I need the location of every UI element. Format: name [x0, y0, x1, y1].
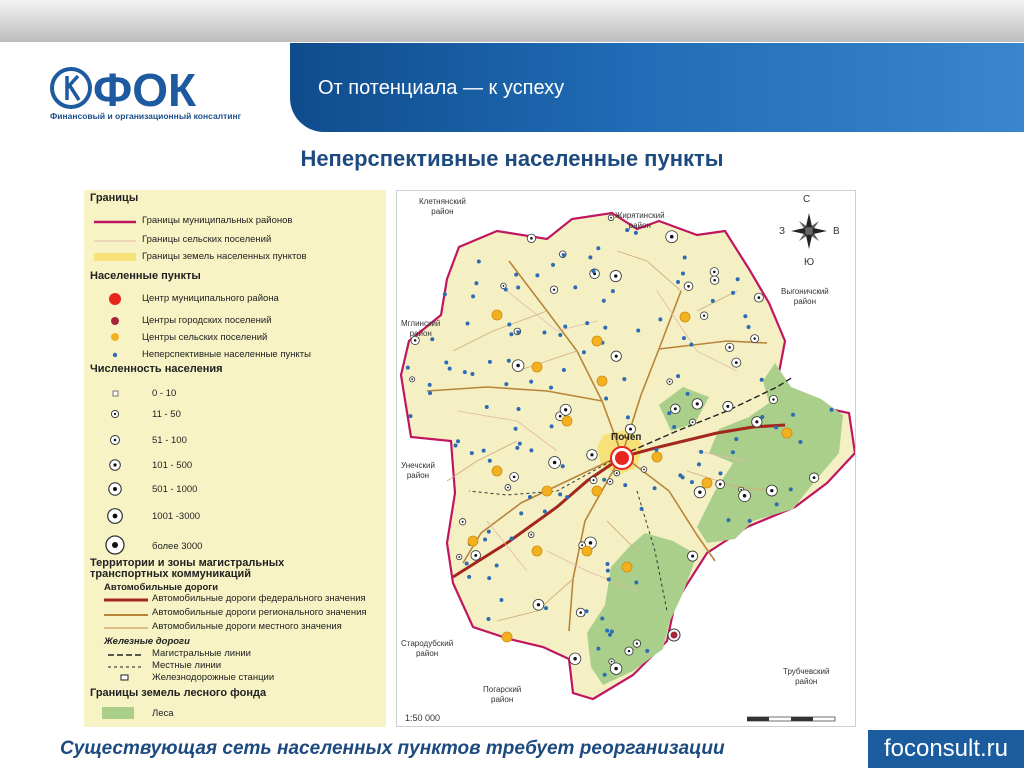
settlement-marker-dot: [614, 667, 617, 670]
settlement-marker-dot: [691, 555, 694, 558]
village-marker: [562, 368, 566, 372]
compass-rose-icon: [787, 205, 831, 259]
legend-transport-title: [90, 558, 284, 580]
settlement-marker-dot: [687, 285, 690, 288]
legend-item: Автомобильные дороги федерального значения: [152, 593, 366, 604]
settlement-marker-dot: [559, 415, 562, 418]
settlement-marker-dot: [674, 407, 677, 410]
village-marker: [487, 617, 491, 621]
village-marker: [672, 425, 676, 429]
legend-item: Автомобильные дороги местного значения: [152, 621, 342, 632]
village-marker: [465, 561, 469, 565]
rural-center-marker: [702, 478, 712, 488]
village-marker: [456, 439, 460, 443]
settlement-marker-dot: [726, 405, 729, 408]
legend-forest-title: Границы земель лесного фонда: [90, 687, 267, 699]
legend-symbol-urban-center: [110, 316, 120, 326]
rural-center-marker: [592, 486, 602, 496]
settlement-marker-dot: [719, 483, 722, 486]
village-marker: [488, 360, 492, 364]
settlement-marker-dot: [516, 364, 519, 367]
village-marker: [697, 462, 701, 466]
village-marker: [406, 366, 410, 370]
legend-symbol-pop-3: [108, 458, 122, 472]
village-marker: [588, 255, 592, 259]
village-marker: [471, 294, 475, 298]
village-marker: [443, 292, 447, 296]
village-marker: [626, 415, 630, 419]
logo-text: ФОК: [93, 64, 197, 116]
settlement-marker-dot: [703, 315, 705, 317]
legend-symbol-rural-border: [94, 237, 136, 245]
rural-center-marker: [622, 562, 632, 572]
legend-item: более 3000: [152, 541, 203, 552]
village-marker: [487, 530, 491, 534]
village-marker: [605, 629, 609, 633]
settlement-marker-dot: [770, 489, 773, 492]
rural-center-marker: [562, 416, 572, 426]
village-marker: [510, 537, 514, 541]
legend-symbol-main-rail: [108, 652, 144, 658]
village-marker: [606, 569, 610, 573]
legend-symbol-district-center: [108, 292, 122, 306]
village-marker: [760, 415, 764, 419]
village-marker: [603, 673, 607, 677]
scale-bar: [747, 715, 837, 723]
legend-item: Центры городских поселений: [142, 315, 272, 326]
legend-item: 1001 -3000: [152, 511, 201, 522]
village-marker: [483, 538, 487, 542]
settlement-marker-dot: [698, 491, 701, 494]
rural-center-marker: [542, 486, 552, 496]
legend-symbol-pop-1: [110, 409, 120, 419]
legend-item: 11 - 50: [152, 409, 181, 420]
legend-item: Железнодорожные станции: [152, 672, 275, 683]
legend-item: Границы муниципальных районов: [142, 215, 293, 226]
rural-center-marker: [782, 428, 792, 438]
village-marker: [504, 382, 508, 386]
village-marker: [585, 321, 589, 325]
settlement-marker-dot: [629, 428, 632, 431]
village-marker: [518, 442, 522, 446]
settlement-marker-dot: [553, 289, 555, 291]
legend-item: Границы сельских поселений: [142, 234, 272, 245]
legend-transport-title-line2: транспортных коммуникаций: [90, 568, 252, 580]
village-marker: [686, 392, 690, 396]
village-marker: [645, 649, 649, 653]
village-marker: [748, 519, 752, 523]
village-marker: [610, 630, 614, 634]
settlement-marker-dot: [530, 237, 533, 240]
legend-boundaries-title: Границы: [90, 192, 139, 204]
district-map: [396, 190, 856, 727]
village-marker: [542, 330, 546, 334]
village-marker: [774, 425, 778, 429]
settlement-marker-dot: [692, 421, 694, 423]
village-marker: [640, 507, 644, 511]
settlement-marker-dot: [753, 337, 755, 339]
map-scale: 1:50 000: [405, 713, 441, 723]
legend-item: 101 - 500: [152, 460, 193, 471]
settlement-marker-dot: [579, 611, 582, 614]
village-marker: [543, 509, 547, 513]
village-marker: [470, 372, 474, 376]
village-marker: [477, 259, 481, 263]
village-marker: [676, 280, 680, 284]
village-marker: [561, 464, 565, 468]
settlement-marker-dot: [643, 469, 645, 471]
village-marker: [474, 281, 478, 285]
district-center-marker: [609, 445, 635, 471]
legend-symbol-village: [112, 352, 118, 358]
settlement-marker-dot: [474, 554, 477, 557]
legend-item: Неперспективные населенные пункты: [142, 349, 311, 360]
village-marker: [467, 575, 471, 579]
logo-subtitle: Финансовый и организационный консалтинг: [50, 111, 242, 121]
legend-item: Местные линии: [152, 660, 222, 671]
rural-center-marker: [532, 362, 542, 372]
settlement-marker-dot: [581, 544, 583, 546]
rural-center-marker: [592, 336, 602, 346]
compass-west: З: [779, 226, 786, 237]
village-marker: [544, 606, 548, 610]
legend-population-title: Численность населения: [90, 363, 223, 375]
village-marker: [565, 495, 569, 499]
village-marker: [535, 273, 539, 277]
neighbor-label-pogar: Погарский район: [483, 685, 522, 704]
settlement-marker-dot: [696, 402, 699, 405]
urban-center-marker: [667, 628, 681, 642]
village-marker: [499, 598, 503, 602]
village-marker: [519, 511, 523, 515]
rural-center-marker: [652, 452, 662, 462]
village-marker: [726, 518, 730, 522]
settlement-marker-dot: [564, 408, 567, 411]
settlement-marker-dot: [611, 661, 613, 663]
settlement-marker-dot: [411, 378, 413, 380]
settlement-marker-dot: [669, 381, 671, 383]
legend-item: Центры сельских поселений: [142, 332, 268, 343]
village-marker: [591, 269, 595, 273]
center-label: Почеп: [611, 432, 642, 443]
compass-east: В: [833, 226, 840, 237]
village-marker: [829, 408, 833, 412]
village-marker: [689, 343, 693, 347]
settlement-marker-dot: [772, 398, 774, 400]
village-marker: [636, 329, 640, 333]
village-marker: [596, 246, 600, 250]
village-marker: [463, 370, 467, 374]
settlement-marker-dot: [616, 472, 618, 474]
settlement-marker-dot: [670, 235, 674, 239]
legend-symbol-settlement-land: [94, 252, 136, 262]
village-marker: [516, 285, 520, 289]
village-marker: [731, 450, 735, 454]
settlement-marker-dot: [813, 476, 816, 479]
compass-north: С: [803, 194, 811, 205]
village-marker: [605, 562, 609, 566]
settlement-marker-dot: [513, 476, 516, 479]
brand-badge: foconsult.ru: [868, 730, 1024, 768]
village-marker: [634, 231, 638, 235]
village-marker: [485, 405, 489, 409]
settlement-marker-dot: [628, 650, 630, 652]
village-marker: [611, 289, 615, 293]
village-marker: [509, 332, 513, 336]
settlement-marker-dot: [610, 217, 612, 219]
legend-item: Автомобильные дороги регионального значения: [152, 607, 367, 618]
rural-center-marker: [597, 376, 607, 386]
village-marker: [428, 391, 432, 395]
settlement-marker-dot: [503, 285, 505, 287]
village-marker: [551, 263, 555, 267]
legend-transport-title-line1: Территории и зоны магистральных: [90, 557, 285, 569]
village-marker: [550, 424, 554, 428]
village-marker: [682, 336, 686, 340]
legend-symbol-regional-road: [104, 612, 148, 618]
village-marker: [529, 380, 533, 384]
village-marker: [681, 475, 685, 479]
village-marker: [607, 577, 611, 581]
legend-symbol-pop-6: [104, 534, 126, 556]
legend-item: Леса: [152, 708, 174, 719]
village-marker: [563, 325, 567, 329]
village-marker: [495, 563, 499, 567]
legend-symbol-station: [120, 674, 130, 682]
legend-symbol-pop-4: [107, 481, 123, 497]
legend-symbol-district-border: [94, 218, 136, 226]
neighbor-label-starodub: Стародубский район: [401, 639, 454, 658]
village-marker: [791, 413, 795, 417]
village-marker: [634, 581, 638, 585]
settlement-marker-dot: [755, 420, 758, 423]
settlement-marker-dot: [589, 541, 593, 545]
village-marker: [667, 411, 671, 415]
village-marker: [528, 495, 532, 499]
village-marker: [515, 446, 519, 450]
footer-message: Существующая сеть населенных пунктов требует реорганизации: [60, 738, 725, 759]
legend-item: Магистральные линии: [152, 648, 251, 659]
settlement-marker-dot: [458, 556, 460, 558]
legend-item: 501 - 1000: [152, 484, 198, 495]
settlement-marker-dot: [590, 453, 593, 456]
neighbor-label-mglin: Мглинский район: [401, 319, 441, 338]
village-marker: [711, 299, 715, 303]
village-marker: [408, 414, 412, 418]
tagline: От потенциала — к успеху: [318, 77, 565, 99]
village-marker: [517, 407, 521, 411]
village-marker: [549, 386, 553, 390]
village-marker: [623, 483, 627, 487]
village-marker: [507, 322, 511, 326]
village-marker: [444, 361, 448, 365]
village-marker: [428, 383, 432, 387]
legend-item: 0 - 10: [152, 388, 177, 399]
village-marker: [558, 492, 562, 496]
rural-center-marker: [492, 466, 502, 476]
settlement-marker-dot: [530, 534, 532, 536]
settlement-marker-dot: [507, 487, 509, 489]
village-marker: [683, 255, 687, 259]
legend-item: Центр муниципального района: [142, 293, 279, 304]
village-marker: [681, 272, 685, 276]
compass-south: Ю: [804, 257, 815, 268]
village-marker: [734, 437, 738, 441]
village-marker: [731, 291, 735, 295]
settlement-marker-dot: [593, 479, 595, 481]
settlement-marker-dot: [609, 481, 611, 483]
village-marker: [602, 478, 606, 482]
rural-center-marker: [680, 312, 690, 322]
settlement-marker-dot: [553, 461, 557, 465]
settlement-marker-dot: [735, 361, 738, 364]
legend-rail-title: Железные дороги: [104, 636, 190, 647]
neighbor-label-trubchevsk: Трубчевский район: [783, 667, 830, 686]
village-marker: [517, 330, 521, 334]
settlement-marker-dot: [636, 642, 638, 644]
village-marker: [573, 285, 577, 289]
village-marker: [654, 448, 658, 452]
legend-symbol-forest: [102, 707, 134, 719]
legend-symbol-local-rail: [108, 664, 144, 670]
legend-item: 51 - 100: [152, 435, 187, 446]
top-gradient-bar: [0, 0, 1024, 42]
header-banner: [290, 43, 1024, 132]
settlement-marker-dot: [615, 355, 618, 358]
village-marker: [585, 609, 589, 613]
village-marker: [760, 378, 764, 382]
rural-center-marker: [468, 536, 478, 546]
village-marker: [488, 459, 492, 463]
legend-symbol-pop-2: [109, 434, 121, 446]
settlement-marker-dot: [614, 274, 617, 277]
village-marker: [558, 333, 562, 337]
settlement-marker-dot: [462, 521, 464, 523]
village-marker: [658, 317, 662, 321]
village-marker: [775, 502, 779, 506]
village-marker: [487, 576, 491, 580]
neighbor-label-vygonichi: Выгоничский район: [781, 287, 829, 306]
village-marker: [507, 359, 511, 363]
legend-settlements-title: Населенные пункты: [90, 270, 201, 282]
village-marker: [699, 450, 703, 454]
village-marker: [470, 451, 474, 455]
village-marker: [454, 443, 458, 447]
village-marker: [562, 253, 566, 257]
legend-symbol-pop-0: [112, 390, 120, 398]
village-marker: [448, 367, 452, 371]
rural-center-marker: [582, 546, 592, 556]
village-marker: [747, 325, 751, 329]
settlement-marker-dot: [713, 271, 716, 274]
village-marker: [466, 321, 470, 325]
village-marker: [736, 277, 740, 281]
legend-symbol-local-road: [104, 625, 148, 631]
settlement-marker-dot: [414, 339, 417, 342]
village-marker: [603, 326, 607, 330]
village-marker: [600, 616, 604, 620]
map-legend: [84, 190, 386, 727]
village-marker: [514, 427, 518, 431]
village-marker: [653, 486, 657, 490]
legend-roads-title: Автомобильные дороги: [104, 582, 219, 593]
village-marker: [582, 350, 586, 354]
settlement-marker-dot: [573, 657, 576, 660]
village-marker: [622, 377, 626, 381]
village-marker: [718, 471, 722, 475]
settlement-marker-dot: [758, 296, 761, 299]
village-marker: [602, 299, 606, 303]
legend-symbol-federal-road: [104, 597, 148, 603]
village-marker: [789, 487, 793, 491]
village-marker: [676, 374, 680, 378]
village-marker: [514, 273, 518, 277]
neighbor-label-kletnya: Клетнянский район: [419, 197, 466, 216]
settlement-marker-dot: [743, 494, 747, 498]
village-marker: [482, 449, 486, 453]
village-marker: [690, 480, 694, 484]
legend-symbol-rural-center: [110, 332, 120, 342]
legend-item: Границы земель населенных пунктов: [142, 251, 307, 262]
page-title: Неперспективные населенные пункты: [300, 146, 724, 171]
rural-center-marker: [532, 546, 542, 556]
neighbor-label-unecha: Унечский район: [401, 461, 435, 480]
rural-center-marker: [502, 632, 512, 642]
settlement-marker-dot: [728, 346, 731, 349]
village-marker: [743, 314, 747, 318]
neighbor-label-zhiryatino: Жирятинский район: [615, 211, 665, 230]
village-marker: [504, 287, 508, 291]
settlement-marker-dot: [537, 603, 540, 606]
village-marker: [798, 440, 802, 444]
legend-symbol-pop-5: [106, 507, 124, 525]
village-marker: [604, 396, 608, 400]
village-marker: [529, 448, 533, 452]
rural-center-marker: [492, 310, 502, 320]
settlement-marker-dot: [713, 279, 716, 282]
village-marker: [596, 647, 600, 651]
